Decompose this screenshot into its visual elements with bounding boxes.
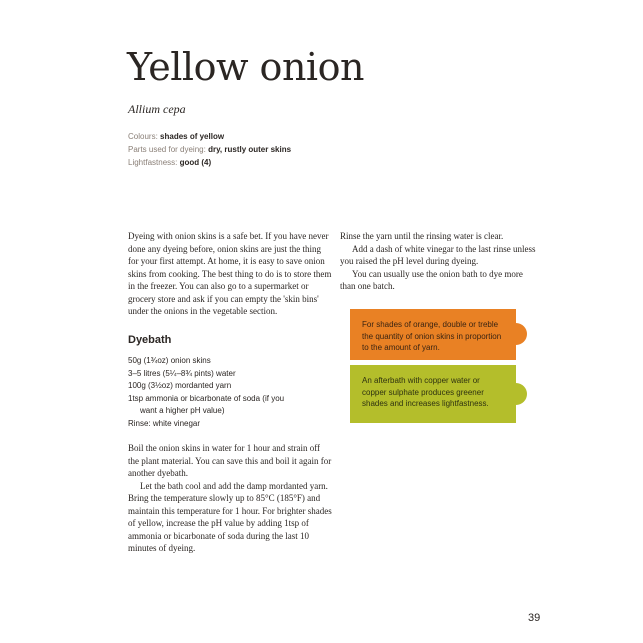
- rinse-paragraph: Rinse the yarn until the rinsing water is clear.: [340, 231, 504, 241]
- ingredient-item: want a higher pH value): [140, 406, 225, 415]
- facts-label: Parts used for dyeing:: [128, 145, 206, 154]
- tip-text: For shades of orange, double or treble the quantity of onion skins in proportion to the amount of yarn.: [362, 320, 502, 352]
- facts-label: Colours:: [128, 132, 158, 141]
- rinse-text: [340, 230, 540, 293]
- plant-facts: [128, 130, 291, 169]
- latin-name: Allium cepa: [128, 102, 186, 116]
- ingredient-list: [128, 355, 338, 430]
- dyebath-heading: Dyebath: [128, 334, 172, 346]
- facts-value: dry, rustly outer skins: [208, 145, 292, 154]
- method-paragraph: Boil the onion skins in water for 1 hour and strain off the plant material. You can save this and boil it again for another dyebath.: [128, 443, 332, 478]
- page-title: Yellow onion: [127, 45, 364, 89]
- ingredient-item: 3–5 litres (5¼–8¾ pints) water: [128, 368, 236, 378]
- tab-notch: [516, 323, 527, 345]
- tip-callout-orange: [350, 309, 516, 360]
- method-paragraph: Let the bath cool and add the damp mordanted yarn. Bring the temperature slowly up to 85°C (185°F) and maintain this temperature for 1 hour. For brighter shades of yellow, increase the pH value by adding 1tsp of ammonia or bicarbonate of soda during the last 10 minutes of dyeing.: [128, 480, 332, 553]
- tip-callout-green: [350, 365, 516, 423]
- facts-lightfastness: [128, 156, 291, 169]
- ingredient-item: 50g (1¾oz) onion skins: [128, 356, 211, 365]
- method-text: [128, 442, 333, 555]
- facts-value: good (4): [179, 158, 212, 167]
- rinse-paragraph: Add a dash of white vinegar to the last rinse unless you raised the pH level during dyeing.: [340, 243, 536, 266]
- facts-label: Lightfastness:: [128, 158, 178, 167]
- ingredient-item: 1tsp ammonia or bicarbonate of soda (if you: [128, 393, 285, 403]
- page-number: 39: [528, 612, 541, 624]
- facts-parts: [128, 143, 291, 156]
- ingredient-item: Rinse: white vinegar: [128, 418, 201, 428]
- intro-paragraph: Dyeing with onion skins is a safe bet. If you have never done any dyeing before, onion skins are just the thing for your first attempt. At home, it is easy to save onion skins from cooking. The best thing to do is to store them in the freezer. You can also go to a supermarket or grocery store and ask if you can empty the 'skin bins' under the onions in the vegetable section.: [128, 231, 332, 316]
- rinse-paragraph: You can usually use the onion bath to dye more than one batch.: [340, 268, 523, 291]
- facts-colours: [128, 130, 291, 143]
- intro-text: [128, 230, 333, 318]
- facts-value: shades of yellow: [160, 132, 225, 141]
- ingredient-item: 100g (3½oz) mordanted yarn: [128, 381, 232, 390]
- tab-notch: [516, 383, 527, 405]
- tip-text: An afterbath with copper water or copper sulphate produces greener shades and increases lightfastness.: [362, 376, 489, 408]
